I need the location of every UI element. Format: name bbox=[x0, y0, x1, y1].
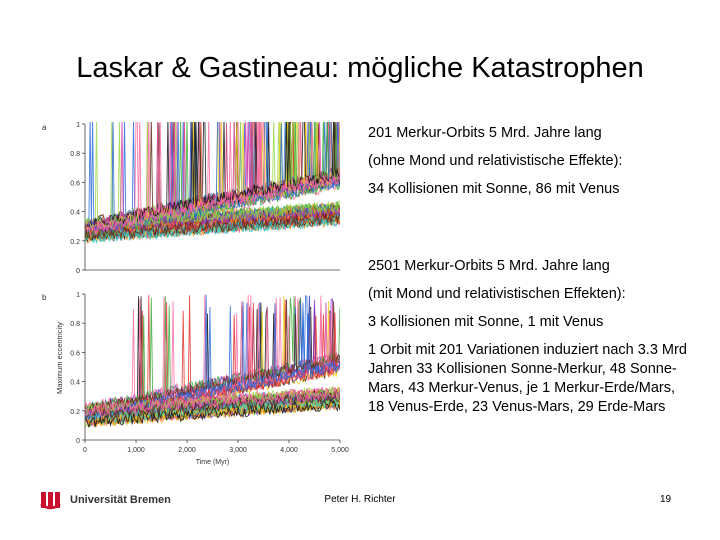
x-tick-label: 5,000 bbox=[331, 447, 349, 454]
y-tick-label: 1 bbox=[76, 292, 80, 299]
panel-label-b: b bbox=[42, 293, 47, 302]
text-line-1: 201 Merkur-Orbits 5 Mrd. Jahre lang bbox=[368, 125, 602, 141]
page-number: 19 bbox=[660, 494, 672, 505]
text-line-5: (mit Mond und relativistischen Effekten): bbox=[368, 286, 626, 302]
text-line-6: 3 Kollisionen mit Sonne, 1 mit Venus bbox=[368, 314, 604, 330]
y-tick-label: 0 bbox=[76, 438, 80, 445]
y-tick-label: 0.6 bbox=[70, 350, 80, 358]
x-tick-label: 0 bbox=[83, 447, 87, 454]
y-tick-label: 0.2 bbox=[70, 408, 80, 416]
series-group-b bbox=[85, 295, 340, 428]
text-line-3: 34 Kollisionen mit Sonne, 86 mit Venus bbox=[368, 181, 620, 197]
text-line-4: 2501 Merkur-Orbits 5 Mrd. Jahre lang bbox=[368, 258, 610, 274]
y-tick-label: 0.2 bbox=[70, 238, 80, 246]
x-axis-label: Time (Myr) bbox=[195, 459, 230, 466]
university-logo-text: Universität Bremen bbox=[70, 494, 171, 506]
y-axis-label: Maximum eccentricity bbox=[55, 321, 64, 395]
y-tick-label: 0 bbox=[76, 268, 80, 275]
eccentricity-figure bbox=[40, 118, 360, 468]
x-tick-label: 2,000 bbox=[178, 447, 196, 454]
y-tick-label: 0.6 bbox=[70, 180, 80, 188]
y-tick-label: 0.8 bbox=[70, 151, 80, 159]
text-column bbox=[368, 124, 688, 417]
text-line-7: 1 Orbit mit 201 Variationen induziert nach 3.3 Mrd Jahren 33 Kollisionen Sonne-Merkur, 48 Sonne-Mars, 43 Merkur-Venus, je 1 Merkur-Erde/Mars, 18 Venus-Erde, 23 Venus-Mars, 29 Erde-Mars bbox=[368, 342, 687, 415]
footer-author: Peter H. Richter bbox=[324, 494, 396, 505]
x-tick-label: 4,000 bbox=[280, 447, 298, 454]
x-tick-label: 3,000 bbox=[229, 447, 247, 454]
series-group-a bbox=[85, 118, 340, 243]
y-tick-label: 0.4 bbox=[70, 379, 80, 387]
slide-title: Laskar & Gastineau: mögliche Katastrophen bbox=[76, 52, 644, 84]
y-tick-label: 0.4 bbox=[70, 209, 80, 217]
x-tick-label: 1,000 bbox=[127, 447, 145, 454]
y-tick-label: 0.8 bbox=[70, 321, 80, 329]
text-line-2: (ohne Mond und relativistische Effekte): bbox=[368, 153, 623, 169]
panel-label-a: a bbox=[42, 123, 47, 132]
y-tick-label: 1 bbox=[76, 122, 80, 129]
eccentricity-plots-svg bbox=[40, 118, 360, 468]
